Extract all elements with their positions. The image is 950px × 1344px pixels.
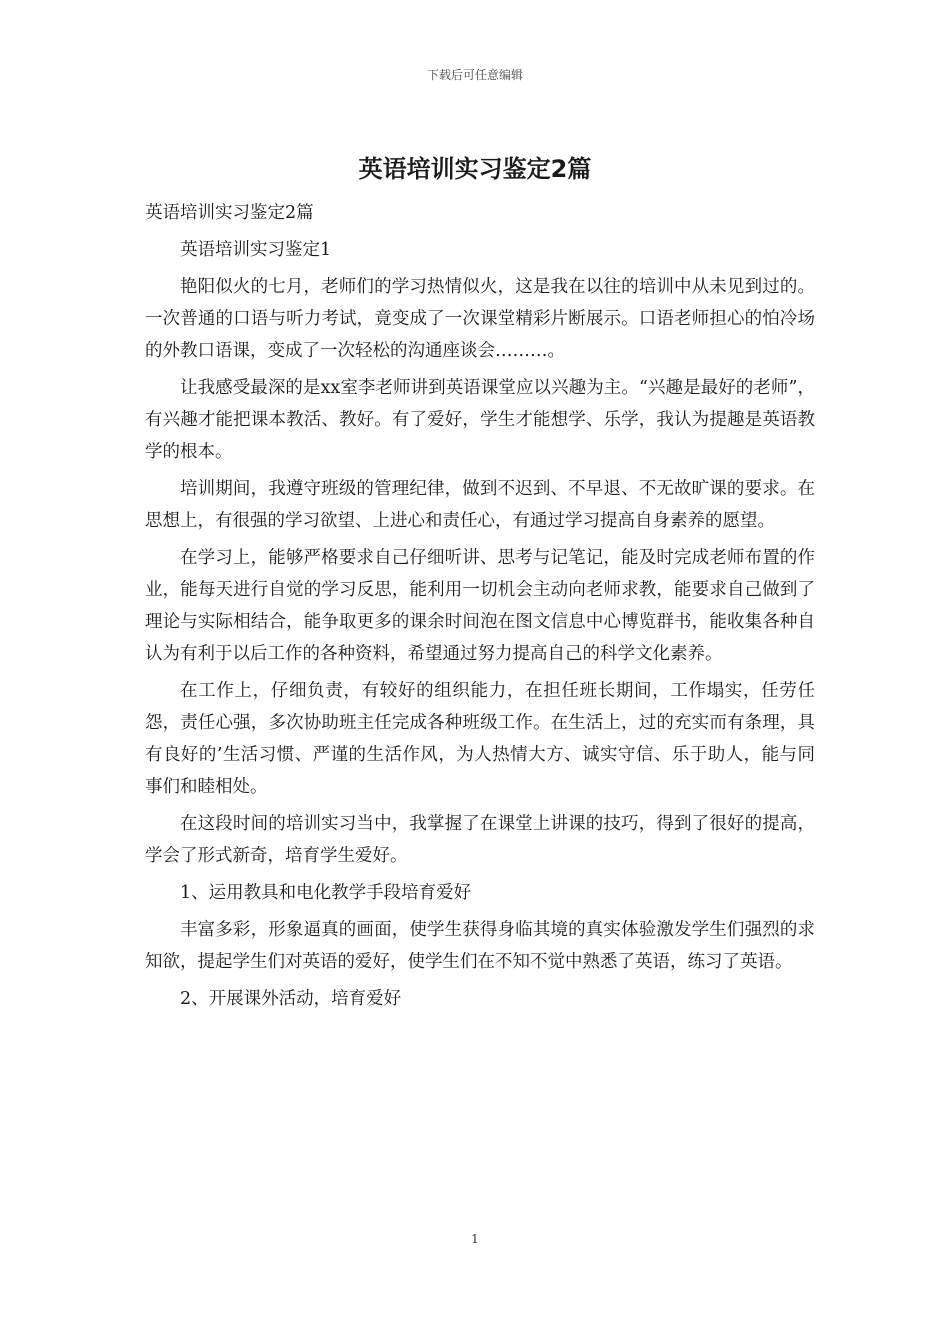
- paragraph: 艳阳似火的七月，老师们的学习热情似火，这是我在以往的培训中从未见到过的。一次普通的口语与听力考试，竟变成了一次课堂精彩片断展示。口语老师担心的怕冷场的外教口语课，变成了一次轻松的沟通座谈会………。: [145, 277, 815, 361]
- list-heading: 2、开展课外活动，培育爱好: [180, 989, 402, 1009]
- document-body: [145, 197, 815, 1020]
- document-title: 英语培训实习鉴定2篇: [358, 155, 592, 183]
- page-number: 1: [471, 1232, 479, 1246]
- paragraph: 在这段时间的培训实习当中，我掌握了在课堂上讲课的技巧，得到了很好的提高，学会了形式新奇，培育学生爱好。: [145, 814, 815, 866]
- paragraph: 培训期间，我遵守班级的管理纪律，做到不迟到、不早退、不无故旷课的要求。在思想上，有很强的学习欲望、上进心和责任心，有通过学习提高自身素养的愿望。: [145, 479, 815, 531]
- document-subtitle: 英语培训实习鉴定2篇: [145, 203, 314, 223]
- paragraph: 让我感受最深的是xx室李老师讲到英语课堂应以兴趣为主。“兴趣是最好的老师”，有兴趣才能把课本教活、教好。有了爱好，学生才能想学、乐学，我认为提趣是英语教学的根本。: [145, 378, 815, 462]
- page-header: 下载后可任意编辑: [426, 68, 523, 82]
- paragraph: 丰富多彩，形象逼真的画面，使学生获得身临其境的真实体验激发学生们强烈的求知欲，提起学生们对英语的爱好，使学生们在不知不觉中熟悉了英语，练习了英语。: [145, 920, 815, 972]
- list-heading: 1、运用教具和电化教学手段培育爱好: [180, 883, 472, 903]
- paragraph: 在学习上，能够严格要求自己仔细听讲、思考与记笔记，能及时完成老师布置的作业，能每天进行自觉的学习反思，能利用一切机会主动向老师求教，能要求自己做到了理论与实际相结合，能争取更多的课余时间泡在图文信息中心博览群书，能收集各种自认为有利于以后工作的各种资料，希望通过努力提高自己的科学文化素养。: [145, 548, 815, 664]
- section-heading: 英语培训实习鉴定1: [180, 240, 332, 260]
- paragraph: 在工作上，仔细负责，有较好的组织能力，在担任班长期间，工作塌实，任劳任怨，责任心强，多次协助班主任完成各种班级工作。在生活上，过的充实而有条理，具有良好的’生活习惯、严谨的生活作风，为人热情大方、诚实守信、乐于助人，能与同事们和睦相处。: [145, 681, 815, 797]
